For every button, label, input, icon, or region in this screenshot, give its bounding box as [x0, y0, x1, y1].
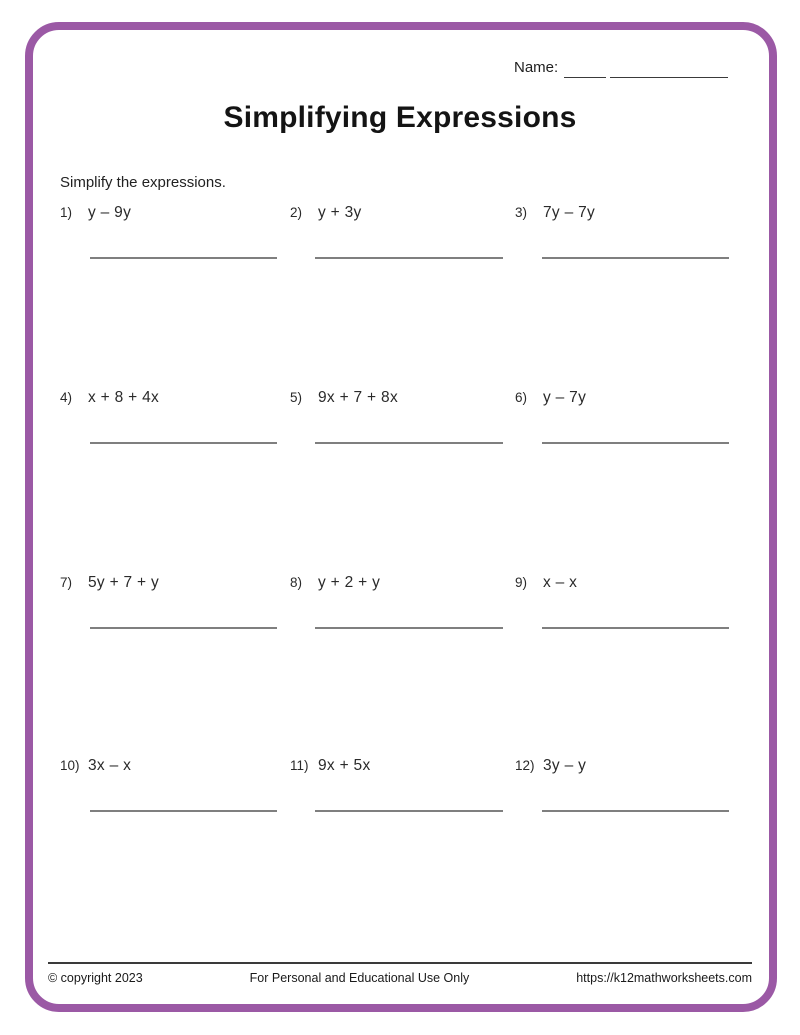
- answer-blank-line: [542, 810, 729, 812]
- problem-expression: 3y – y: [543, 757, 587, 774]
- problem-expression: 3x – x: [88, 757, 132, 774]
- problem-cell: [60, 757, 284, 819]
- usage-text: For Personal and Educational Use Only: [249, 971, 470, 985]
- problem-cell: [515, 574, 739, 636]
- problem-expression: 7y – 7y: [543, 204, 596, 221]
- page-title: Simplifying Expressions: [223, 101, 577, 134]
- problem-number: 11): [290, 758, 309, 773]
- problem-number: 1): [60, 205, 73, 220]
- problem-expression: x – x: [543, 574, 578, 591]
- problem-number: 10): [60, 758, 80, 773]
- answer-blank-line: [542, 627, 729, 629]
- copyright-text: © copyright 2023: [48, 971, 143, 985]
- problem-expression: y + 3y: [318, 204, 362, 221]
- problem-expression: y – 7y: [543, 389, 587, 406]
- problem-cell: [515, 757, 739, 819]
- worksheet-border: [25, 22, 777, 1012]
- footer: [48, 971, 752, 985]
- website-url: https://k12mathworksheets.com: [576, 971, 752, 985]
- problem-number: 3): [515, 205, 528, 220]
- problem-number: 2): [290, 205, 303, 220]
- answer-blank-line: [90, 627, 277, 629]
- problem-number: 4): [60, 390, 73, 405]
- answer-blank-line: [542, 442, 729, 444]
- answer-blank-line: [315, 810, 503, 812]
- problem-number: 5): [290, 390, 303, 405]
- problem-cell: [290, 757, 514, 819]
- answer-blank-line: [90, 810, 277, 812]
- problem-cell: [60, 574, 284, 636]
- answer-blank-line: [90, 442, 277, 444]
- footer-rule: [48, 962, 752, 964]
- answer-blank-line: [542, 257, 729, 259]
- answer-blank-line: [90, 257, 277, 259]
- answer-blank-line: [315, 627, 503, 629]
- problem-expression: 9x + 5x: [318, 757, 371, 774]
- problem-cell: [290, 204, 514, 266]
- instruction-text: Simplify the expressions.: [60, 174, 226, 191]
- problem-number: 7): [60, 575, 73, 590]
- problem-cell: [60, 389, 284, 451]
- problem-number: 9): [515, 575, 528, 590]
- name-label: Name:: [514, 59, 559, 76]
- problem-expression: 9x + 7 + 8x: [318, 389, 398, 406]
- problem-cell: [290, 389, 514, 451]
- answer-blank-line: [315, 257, 503, 259]
- problem-expression: y – 9y: [88, 204, 132, 221]
- name-field-row: [514, 58, 728, 78]
- problem-cell: [60, 204, 284, 266]
- problem-expression: x + 8 + 4x: [88, 389, 160, 406]
- problem-number: 12): [515, 758, 535, 773]
- answer-blank-line: [315, 442, 503, 444]
- problem-number: 8): [290, 575, 303, 590]
- problem-number: 6): [515, 390, 528, 405]
- name-blank-line: [564, 60, 606, 78]
- problem-expression: y + 2 + y: [318, 574, 381, 591]
- problem-expression: 5y + 7 + y: [88, 574, 160, 591]
- name-blank-line: [610, 60, 728, 78]
- problem-cell: [515, 204, 739, 266]
- problem-cell: [515, 389, 739, 451]
- problem-cell: [290, 574, 514, 636]
